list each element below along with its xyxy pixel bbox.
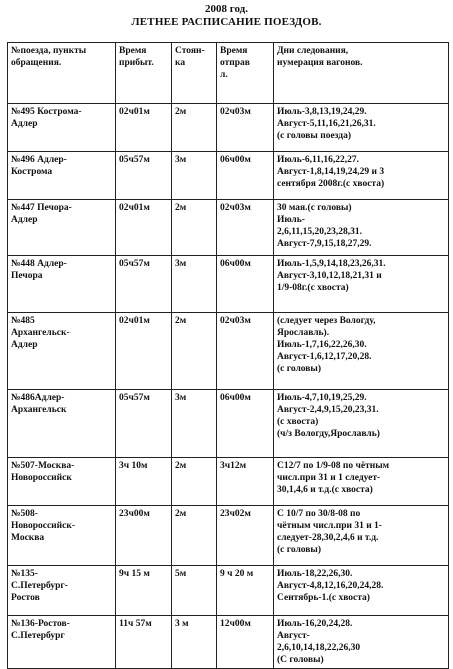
days-cell-line: (с головы)	[277, 364, 322, 374]
days-cell-line: Июль-	[277, 215, 305, 225]
train-cell-line: Новороссийск	[11, 473, 72, 483]
days-cell-line: сентября 2008г.(с хвоста)	[277, 179, 385, 189]
departure-cell	[217, 313, 274, 390]
table-row	[8, 104, 449, 152]
train-cell-line: Новороссийск-	[11, 521, 75, 531]
train-cell	[8, 566, 116, 616]
train-cell-line: Печора	[11, 271, 43, 281]
days-cell-line: Сентябрь-1.(с хвоста)	[277, 593, 370, 603]
train-cell-line: №486Адлер-	[11, 393, 65, 403]
table-row	[8, 313, 449, 390]
departure-cell	[217, 200, 274, 256]
days-cell-line: Июль-3,8,13,19,24,29.	[277, 107, 367, 117]
train-cell	[8, 390, 116, 458]
header-stop	[172, 43, 217, 104]
train-cell	[8, 616, 116, 669]
train-cell-line: №485	[11, 316, 35, 326]
schedule-body	[8, 104, 449, 669]
days-cell-line: чётным числ.при 31 и 1-	[277, 521, 382, 531]
header-days	[274, 43, 449, 104]
train-cell-line: Адлер	[11, 215, 38, 225]
departure-cell	[217, 256, 274, 313]
arrival-cell-value: 9ч 15 м	[119, 569, 150, 579]
arrival-cell	[116, 458, 172, 506]
days-cell-line: 2,6,11,15,20,23,28,31.	[277, 227, 362, 237]
days-cell	[274, 104, 449, 152]
stop-cell-value: 3 м	[175, 619, 189, 629]
header-stop-line: ка	[175, 58, 186, 68]
arrival-cell-value: 02ч01м	[119, 316, 150, 326]
schedule-table	[7, 42, 449, 669]
train-cell	[8, 313, 116, 390]
train-cell	[8, 104, 116, 152]
days-cell-line: Август-2,4,9,15,20,23,31.	[277, 405, 379, 415]
departure-cell	[217, 390, 274, 458]
arrival-cell	[116, 152, 172, 200]
stop-cell-value: 5м	[175, 569, 187, 579]
departure-cell-value: 23ч02м	[220, 509, 251, 519]
arrival-cell	[116, 390, 172, 458]
header-days-line: Дни следования,	[277, 46, 349, 56]
departure-cell-value: 12ч00м	[220, 619, 251, 629]
days-cell-line: 2,6,10,14,18,22,26,30	[277, 643, 361, 653]
stop-cell-value: 3м	[175, 259, 187, 269]
arrival-cell	[116, 506, 172, 566]
days-cell-line: Август-5,11,16,21,26,31.	[277, 119, 376, 129]
stop-cell-value: 2м	[175, 461, 187, 471]
days-cell-line: 30 мая.(с головы)	[277, 203, 352, 213]
table-row	[8, 458, 449, 506]
stop-cell	[172, 616, 217, 669]
train-cell	[8, 256, 116, 313]
arrival-cell-value: 11ч 57м	[119, 619, 152, 629]
departure-cell	[217, 566, 274, 616]
stop-cell-value: 2м	[175, 107, 187, 117]
table-header-row	[8, 43, 449, 104]
stop-cell	[172, 152, 217, 200]
days-cell-line: (с хвоста)	[277, 417, 319, 427]
days-cell-line: Июль-1,5,9,14,18,23,26,31.	[277, 259, 386, 269]
header-arrival	[116, 43, 172, 104]
train-cell-line: Адлер	[11, 119, 38, 129]
table-row	[8, 390, 449, 458]
header-arrival-line: прибыт.	[119, 58, 154, 68]
days-cell-line: Август-	[277, 631, 310, 641]
train-cell-line: Кострома	[11, 167, 53, 177]
train-cell-line: №135-	[11, 569, 38, 579]
stop-cell-value: 3м	[175, 393, 187, 403]
header-stop-line: Стоян-	[175, 46, 205, 56]
train-cell	[8, 152, 116, 200]
arrival-cell	[116, 616, 172, 669]
table-row	[8, 256, 449, 313]
departure-cell-value: 06ч00м	[220, 155, 251, 165]
days-cell	[274, 506, 449, 566]
days-cell-line: Ярославль).	[277, 328, 330, 338]
table-row	[8, 200, 449, 256]
departure-cell	[217, 458, 274, 506]
arrival-cell	[116, 104, 172, 152]
train-cell-line: №136-Ростов-	[11, 619, 70, 629]
days-cell-line: Июль-1,7,16,22,26,30.	[277, 340, 367, 350]
train-cell-line: Архангельск-	[11, 328, 70, 338]
header-departure-line: л.	[220, 70, 228, 80]
days-cell-line: 30,1,4,6 и т.д.(с хвоста)	[277, 485, 373, 495]
table-row	[8, 566, 449, 616]
departure-cell-value: 3ч12м	[220, 461, 247, 471]
days-cell-line: С 10/7 по 30/8-08 по	[277, 509, 361, 519]
departure-cell-value: 02ч03м	[220, 203, 251, 213]
days-cell	[274, 566, 449, 616]
days-cell-line: Июль-6,11,16,22,27.	[277, 155, 360, 165]
days-cell-line: Июль-18,22,26,30.	[277, 569, 353, 579]
days-cell-line: 1/9-08г.(с хвоста)	[277, 283, 349, 293]
days-cell-line: Июль-16,20,24,28.	[277, 619, 353, 629]
days-cell-line: следует-28,30,2,4,6 и т.д.	[277, 533, 379, 543]
train-cell-line: Архангельск	[11, 405, 67, 415]
stop-cell-value: 2м	[175, 316, 187, 326]
train-cell-line: Москва	[11, 533, 45, 543]
days-cell	[274, 313, 449, 390]
stop-cell	[172, 566, 217, 616]
document-title: ЛЕТНЕЕ РАСПИСАНИЕ ПОЕЗДОВ.	[131, 16, 322, 28]
days-cell-line: (с головы поезда)	[277, 131, 352, 141]
days-cell	[274, 458, 449, 506]
arrival-cell	[116, 566, 172, 616]
stop-cell-value: 2м	[175, 509, 187, 519]
days-cell-line: (с головы)	[277, 545, 322, 555]
days-cell	[274, 152, 449, 200]
header-train-line: обращения.	[11, 58, 62, 68]
arrival-cell-value: 23ч00м	[119, 509, 150, 519]
arrival-cell-value: 3ч 10м	[119, 461, 148, 471]
departure-cell-value: 02ч03м	[220, 316, 251, 326]
arrival-cell-value: 05ч57м	[119, 155, 150, 165]
train-cell-line: №496 Адлер-	[11, 155, 67, 165]
header-arrival-line: Время	[119, 46, 147, 56]
train-cell-line: Ростов	[11, 593, 40, 603]
days-cell-line: Август-3,10,12,18,21,31 и	[277, 271, 382, 281]
table-row	[8, 506, 449, 566]
train-cell-line: №508-	[11, 509, 38, 519]
arrival-cell	[116, 200, 172, 256]
departure-cell-value: 9 ч 20 м	[220, 569, 254, 579]
departure-cell	[217, 152, 274, 200]
train-cell-line: Адлер	[11, 340, 38, 350]
train-cell-line: С.Петербург	[11, 631, 65, 641]
days-cell-line: (ч/з Вологду,Ярославль)	[277, 429, 380, 439]
days-cell-line: Июль-4,7,10,19,25,29.	[277, 393, 367, 403]
days-cell-line: (следует через Вологду,	[277, 316, 376, 326]
departure-cell-value: 06ч00м	[220, 393, 251, 403]
days-cell	[274, 616, 449, 669]
stop-cell-value: 2м	[175, 203, 187, 213]
train-cell-line: №507-Москва-	[11, 461, 75, 471]
days-cell-line: С12/7 по 1/9-08 по чётным	[277, 461, 390, 471]
header-train	[8, 43, 116, 104]
header-train-line: №поезда, пункты	[11, 46, 87, 56]
arrival-cell	[116, 256, 172, 313]
days-cell	[274, 390, 449, 458]
stop-cell	[172, 104, 217, 152]
arrival-cell-value: 05ч57м	[119, 393, 150, 403]
days-cell	[274, 200, 449, 256]
train-cell	[8, 458, 116, 506]
table-row	[8, 152, 449, 200]
departure-cell-value: 02ч03м	[220, 107, 251, 117]
train-cell-line: №447 Печора-	[11, 203, 72, 213]
train-cell	[8, 200, 116, 256]
stop-cell-value: 3м	[175, 155, 187, 165]
train-cell-line: С.Петербург-	[11, 581, 68, 591]
departure-cell	[217, 506, 274, 566]
departure-cell	[217, 104, 274, 152]
train-cell	[8, 506, 116, 566]
stop-cell	[172, 256, 217, 313]
departure-cell-value: 06ч00м	[220, 259, 251, 269]
header-departure	[217, 43, 274, 104]
days-cell-line: Август-4,8,12,16,20,24,28.	[277, 581, 384, 591]
days-cell-line: числ.при 31 и 1 следует-	[277, 473, 381, 483]
stop-cell	[172, 390, 217, 458]
days-cell-line: Август-7,9,15,18,27,29.	[277, 239, 372, 249]
document-year: 2008 год.	[205, 3, 248, 15]
stop-cell	[172, 458, 217, 506]
arrival-cell-value: 02ч01м	[119, 203, 150, 213]
train-cell-line: №448 Адлер-	[11, 259, 67, 269]
arrival-cell-value: 05ч57м	[119, 259, 150, 269]
train-cell-line: №495 Кострома-	[11, 107, 82, 117]
arrival-cell-value: 02ч01м	[119, 107, 150, 117]
days-cell	[274, 256, 449, 313]
header-days-line: нумерация вагонов.	[277, 58, 363, 68]
days-cell-line: (С головы)	[277, 655, 324, 665]
stop-cell	[172, 200, 217, 256]
departure-cell	[217, 616, 274, 669]
days-cell-line: Август-1,6,12,17,20,28.	[277, 352, 372, 362]
arrival-cell	[116, 313, 172, 390]
header-departure-line: Время	[220, 46, 248, 56]
days-cell-line: Август-1,8,14,19,24,29 и 3	[277, 167, 385, 177]
stop-cell	[172, 313, 217, 390]
stop-cell	[172, 506, 217, 566]
table-row	[8, 616, 449, 669]
header-departure-line: отправ	[220, 58, 250, 68]
